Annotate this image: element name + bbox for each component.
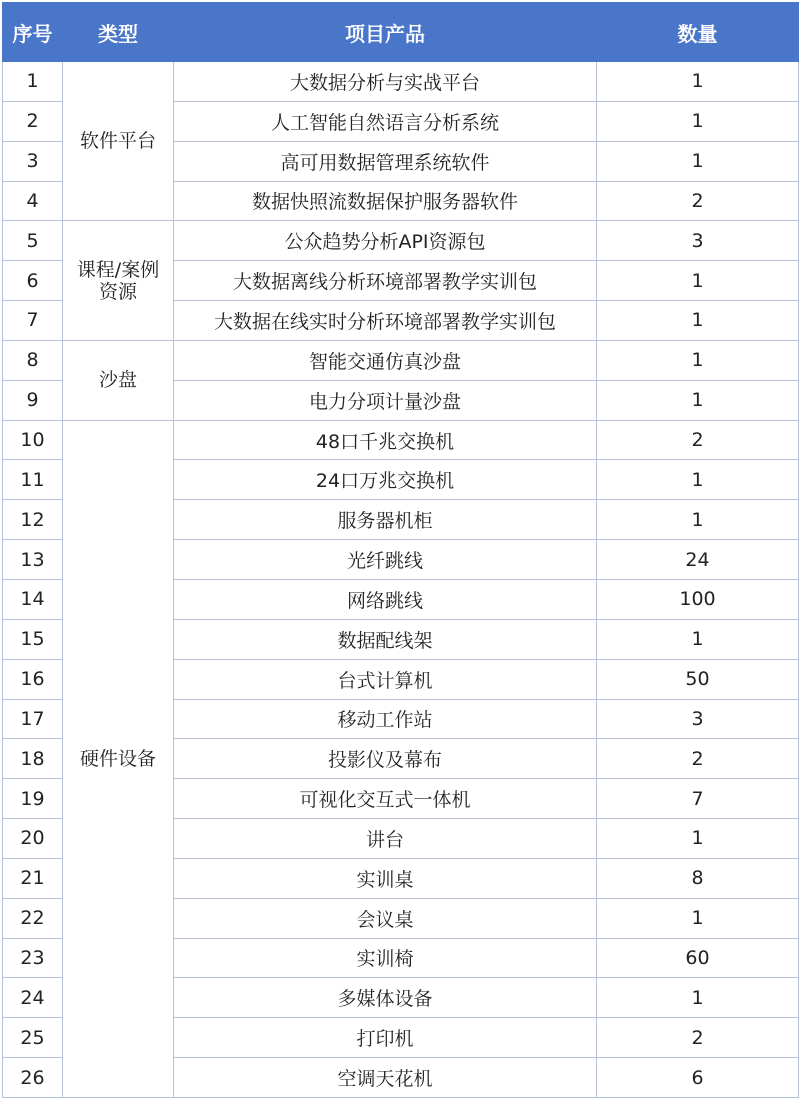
row-number: 11 [3,460,63,500]
quantity: 1 [597,500,799,540]
quantity: 2 [597,739,799,779]
row-number: 15 [3,619,63,659]
row-number: 3 [3,141,63,181]
type-cell [63,221,174,341]
type-label: 课程/案例 资源 [76,258,160,303]
product-name: 48口千兆交换机 [174,420,597,460]
product-name: 移动工作站 [174,699,597,739]
header-qty: 数量 [597,3,799,62]
quantity: 8 [597,858,799,898]
quantity: 1 [597,898,799,938]
row-number: 4 [3,181,63,221]
row-number: 26 [3,1058,63,1098]
row-number: 18 [3,739,63,779]
product-name: 公众趋势分析API资源包 [174,221,597,261]
table-row [3,221,799,261]
quantity: 1 [597,460,799,500]
header-row [3,3,799,62]
header-item: 项目产品 [174,3,597,62]
product-name: 投影仪及幕布 [174,739,597,779]
row-number: 21 [3,858,63,898]
quantity: 7 [597,779,799,819]
row-number: 19 [3,779,63,819]
quantity: 60 [597,938,799,978]
table-row [3,62,799,102]
product-name: 数据配线架 [174,619,597,659]
row-number: 12 [3,500,63,540]
row-number: 17 [3,699,63,739]
quantity: 2 [597,181,799,221]
row-number: 16 [3,659,63,699]
table-row [3,340,799,380]
product-name: 高可用数据管理系统软件 [174,141,597,181]
product-name: 24口万兆交换机 [174,460,597,500]
quantity: 100 [597,579,799,619]
product-name: 多媒体设备 [174,978,597,1018]
table-row [3,420,799,460]
product-name: 大数据离线分析环境部署教学实训包 [174,261,597,301]
row-number: 20 [3,819,63,859]
quantity: 1 [597,819,799,859]
quantity: 24 [597,540,799,580]
quantity: 3 [597,699,799,739]
product-name: 实训椅 [174,938,597,978]
product-name: 网络跳线 [174,579,597,619]
product-name: 人工智能自然语言分析系统 [174,101,597,141]
product-table [2,2,799,1098]
type-cell [63,62,174,221]
product-name: 大数据在线实时分析环境部署教学实训包 [174,301,597,341]
quantity: 2 [597,420,799,460]
product-name: 智能交通仿真沙盘 [174,340,597,380]
header-no: 序号 [3,3,63,62]
quantity: 2 [597,1018,799,1058]
product-name: 会议桌 [174,898,597,938]
quantity: 3 [597,221,799,261]
quantity: 1 [597,62,799,102]
row-number: 22 [3,898,63,938]
row-number: 7 [3,301,63,341]
product-name: 实训桌 [174,858,597,898]
product-name: 打印机 [174,1018,597,1058]
quantity: 1 [597,978,799,1018]
quantity: 1 [597,261,799,301]
header-type: 类型 [63,3,174,62]
quantity: 1 [597,340,799,380]
product-name: 电力分项计量沙盘 [174,380,597,420]
quantity: 1 [597,141,799,181]
quantity: 1 [597,380,799,420]
quantity: 1 [597,101,799,141]
type-label: 沙盘 [98,369,137,392]
product-name: 台式计算机 [174,659,597,699]
type-cell [63,420,174,1097]
product-name: 可视化交互式一体机 [174,779,597,819]
type-label: 软件平台 [79,130,156,153]
quantity: 6 [597,1058,799,1098]
row-number: 9 [3,380,63,420]
row-number: 23 [3,938,63,978]
row-number: 14 [3,579,63,619]
row-number: 5 [3,221,63,261]
row-number: 1 [3,62,63,102]
product-name: 讲台 [174,819,597,859]
row-number: 2 [3,101,63,141]
product-name: 光纤跳线 [174,540,597,580]
row-number: 10 [3,420,63,460]
row-number: 24 [3,978,63,1018]
quantity: 50 [597,659,799,699]
product-name: 空调天花机 [174,1058,597,1098]
quantity: 1 [597,301,799,341]
product-name: 服务器机柜 [174,500,597,540]
type-label: 硬件设备 [79,747,156,770]
row-number: 6 [3,261,63,301]
row-number: 13 [3,540,63,580]
type-cell [63,340,174,420]
table-body [3,62,799,1098]
quantity: 1 [597,619,799,659]
product-name: 数据快照流数据保护服务器软件 [174,181,597,221]
row-number: 25 [3,1018,63,1058]
row-number: 8 [3,340,63,380]
product-name: 大数据分析与实战平台 [174,62,597,102]
